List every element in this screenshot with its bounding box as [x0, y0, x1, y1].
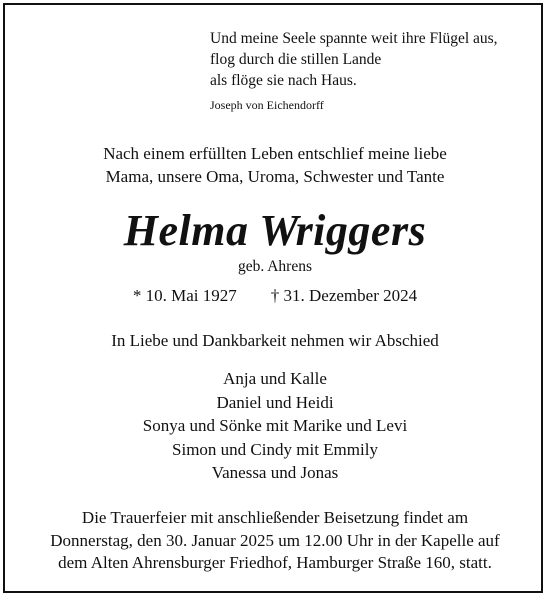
birth-date: * 10. Mai 1927	[132, 286, 237, 305]
poem-block	[210, 28, 498, 113]
family-member: Simon und Cindy mit Emmily	[172, 439, 378, 459]
service-info	[0, 507, 550, 575]
service-line: Donnerstag, den 30. Januar 2025 um 12.00 Uhr in der Kapelle auf	[50, 530, 500, 550]
poem-author: Joseph von Eichendorff	[210, 98, 324, 112]
intro-text	[0, 142, 550, 188]
farewell-text: In Liebe und Dankbarkeit nehmen wir Abschied	[111, 331, 439, 350]
intro-line: Mama, unsere Oma, Uroma, Schwester und Tante	[105, 167, 445, 186]
poem-line: Und meine Seele spannte weit ihre Flügel aus,	[210, 30, 498, 47]
deceased-name: Helma Wriggers	[123, 206, 427, 255]
death-date: † 31. Dezember 2024	[270, 286, 418, 305]
family-member: Vanessa und Jonas	[211, 463, 339, 482]
service-line: dem Alten Ahrensburger Friedhof, Hamburger Straße 160, statt.	[58, 553, 492, 572]
intro-line: Nach einem erfüllten Leben entschlief meine liebe	[103, 144, 447, 163]
family-member: Sonya und Sönke mit Marike und Levi	[142, 416, 408, 435]
life-dates	[0, 285, 550, 307]
poem-line: flog durch die stillen Lande	[210, 51, 382, 68]
poem-line: als flöge sie nach Haus.	[210, 72, 357, 89]
family-member: Daniel und Heidi	[216, 392, 334, 412]
family-list	[0, 367, 550, 485]
service-line: Die Trauerfeier mit anschließender Beisetzung findet am	[81, 508, 469, 527]
family-member: Anja und Kalle	[223, 369, 327, 388]
maiden-name: geb. Ahrens	[237, 258, 313, 275]
